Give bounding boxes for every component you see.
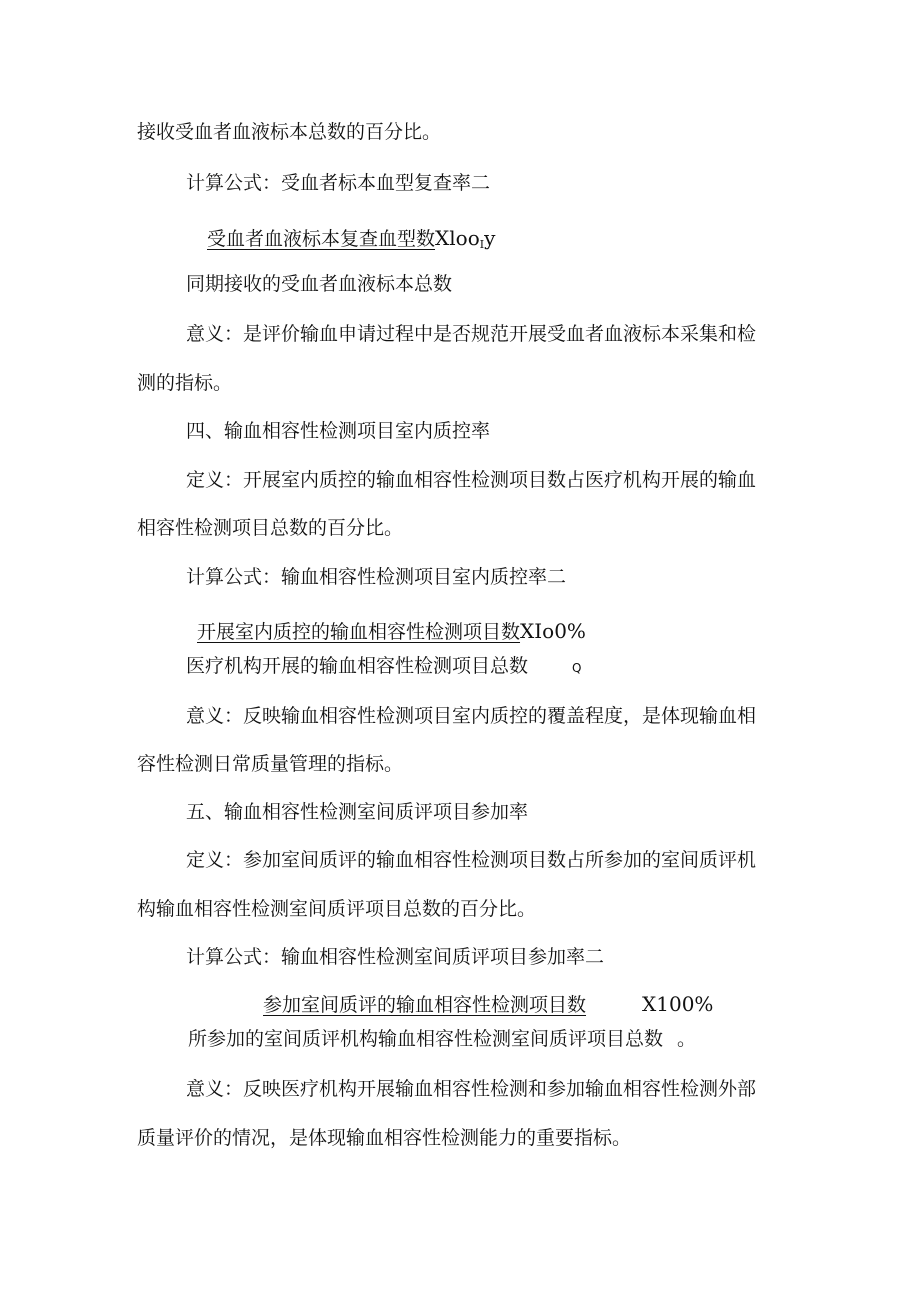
section4-meaning-line1: 意义：反映输血相容性检测项目室内质控的覆盖程度，是体现输血相 xyxy=(186,705,757,727)
section5-numerator-row xyxy=(263,990,713,1019)
formula1-multiplier-sub: I xyxy=(479,238,485,251)
section5-definition-line2: 构输血相容性检测室间质评项目总数的百分比。 xyxy=(137,898,537,920)
formula1-numerator-row xyxy=(207,224,495,259)
paragraph-end-line: 接收受血者血液标本总数的百分比。 xyxy=(137,121,442,143)
section4-definition-line2: 相容性检测项目总数的百分比。 xyxy=(137,517,404,539)
section4-definition-line1: 定义：开展室内质控的输血相容性检测项目数占医疗机构开展的输血 xyxy=(186,469,757,491)
section5-multiplier: X100% xyxy=(642,992,714,1016)
section4-denominator: 医疗机构开展的输血相容性检测项目总数 xyxy=(186,655,529,677)
section5-heading: 五、输血相容性检测室间质评项目参加率 xyxy=(186,801,529,823)
formula1-multiplier-end: y xyxy=(484,226,496,250)
section5-meaning-line2: 质量评价的情况，是体现输血相容性检测能力的重要指标。 xyxy=(137,1127,632,1149)
section5-denominator-row xyxy=(188,1025,696,1053)
section5-definition-line1: 定义：参加室间质评的输血相容性检测项目数占所参加的室间质评机 xyxy=(186,849,757,871)
meaning1-line1: 意义：是评价输血申请过程中是否规范开展受血者血液标本采集和检 xyxy=(186,323,757,345)
section4-denominator-row xyxy=(186,652,581,682)
section4-heading: 四、输血相容性检测项目室内质控率 xyxy=(186,420,491,442)
section4-numerator: 开展室内质控的输血相容性检测项目数 xyxy=(197,621,521,643)
formula1-denominator: 同期接收的受血者血液标本总数 xyxy=(186,273,453,295)
formula1-label: 计算公式：受血者标本血型复查率二 xyxy=(186,172,491,194)
section4-numerator-row xyxy=(197,617,586,646)
formula1-numerator: 受血者血液标本复查血型数 xyxy=(207,228,436,250)
section4-multiplier: XIo0% xyxy=(520,619,586,643)
section4-meaning-line2: 容性检测日常质量管理的指标。 xyxy=(137,753,404,775)
section5-formula-label: 计算公式：输血相容性检测室间质评项目参加率二 xyxy=(186,946,605,968)
section5-trailing-mark: 。 xyxy=(677,1028,697,1050)
meaning1-line2: 测的指标。 xyxy=(137,372,233,394)
section4-trailing-mark: Q xyxy=(572,661,582,675)
section5-denominator: 所参加的室间质评机构输血相容性检测室间质评项目总数 xyxy=(188,1028,664,1050)
section4-formula-label: 计算公式：输血相容性检测项目室内质控率二 xyxy=(186,566,567,588)
section5-meaning-line1: 意义：反映医疗机构开展输血相容性检测和参加输血相容性检测外部 xyxy=(186,1078,757,1100)
formula1-multiplier: Xloo xyxy=(435,226,480,250)
section5-numerator: 参加室间质评的输血相容性检测项目数 xyxy=(263,994,587,1016)
